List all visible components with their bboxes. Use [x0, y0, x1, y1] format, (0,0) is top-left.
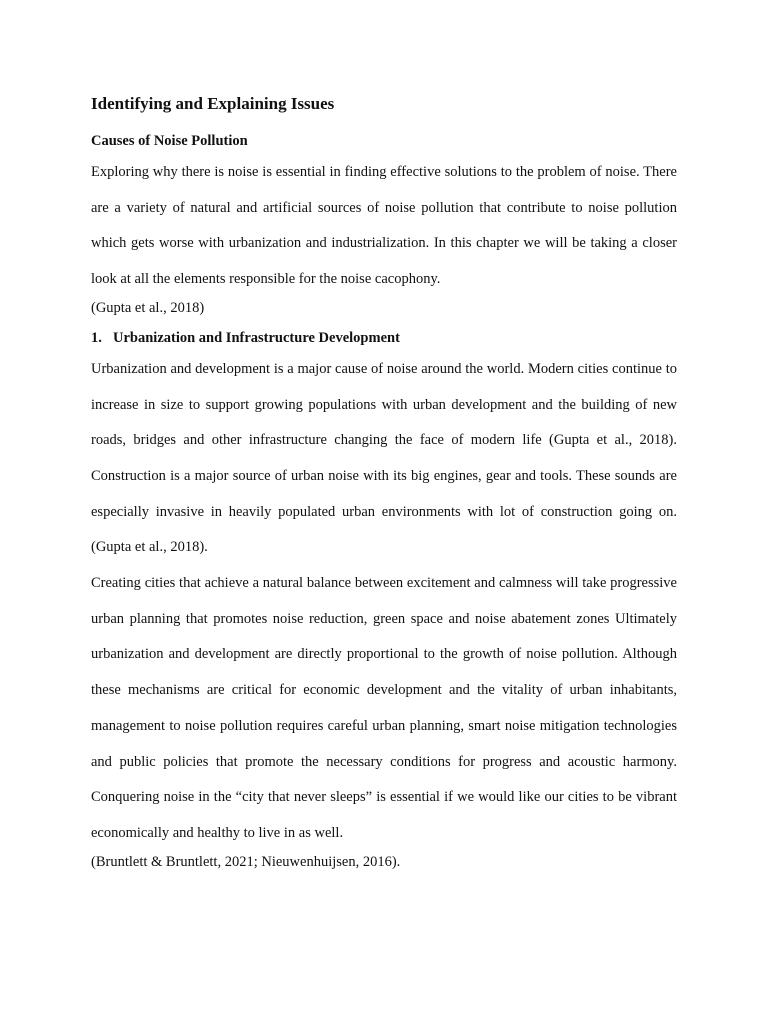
numbered-heading-urbanization — [91, 328, 677, 348]
planning-paragraph: Creating cities that achieve a natural balance between excitement and calmness will take progressive urban planning that promotes noise reduction, green space and noise abatement zones Ultimately urbanization and development are directly proportional to the growth of noise pollution. Although these mechanisms are critical for economic development and the vitality of urban inhabitants, management to noise pollution requires careful urban planning, smart noise mitigation technologies and public policies that promote the necessary conditions for progress and acoustic harmony. Conquering noise in the “city that never sleeps” is essential if we would like our cities to be vibrant economically and healthy to live in as well. — [91, 575, 677, 841]
citation-gupta: (Gupta et al., 2018) — [91, 299, 205, 316]
section-heading-causes: Causes of Noise Pollution — [91, 133, 248, 149]
document-page — [91, 92, 677, 878]
citation-bruntlett: (Bruntlett & Bruntlett, 2021; Nieuwenhuijsen, 2016). — [91, 853, 401, 870]
heading-text: Urbanization and Infrastructure Development — [113, 329, 400, 346]
urbanization-paragraph: Urbanization and development is a major cause of noise around the world. Modern cities continue to increase in size to support growing populations with urban development and the building of new roads, bridges and other infrastructure changing the face of modern life (Gupta et al., 2018). Construction is a major source of urban noise with its big engines, gear and tools. These sounds are especially invasive in heavily populated urban environments with lot of construction going on. (Gupta et al., 2018). — [91, 360, 677, 556]
document-title: Identifying and Explaining Issues — [91, 94, 335, 113]
heading-number: 1. — [91, 329, 102, 346]
intro-paragraph: Exploring why there is noise is essential in finding effective solutions to the problem of noise. There are a variety of natural and artificial sources of noise pollution that contribute to noise pollution which gets worse with urbanization and industrialization. In this chapter we will be taking a closer look at all the elements responsible for the noise cacophony. — [91, 164, 677, 288]
